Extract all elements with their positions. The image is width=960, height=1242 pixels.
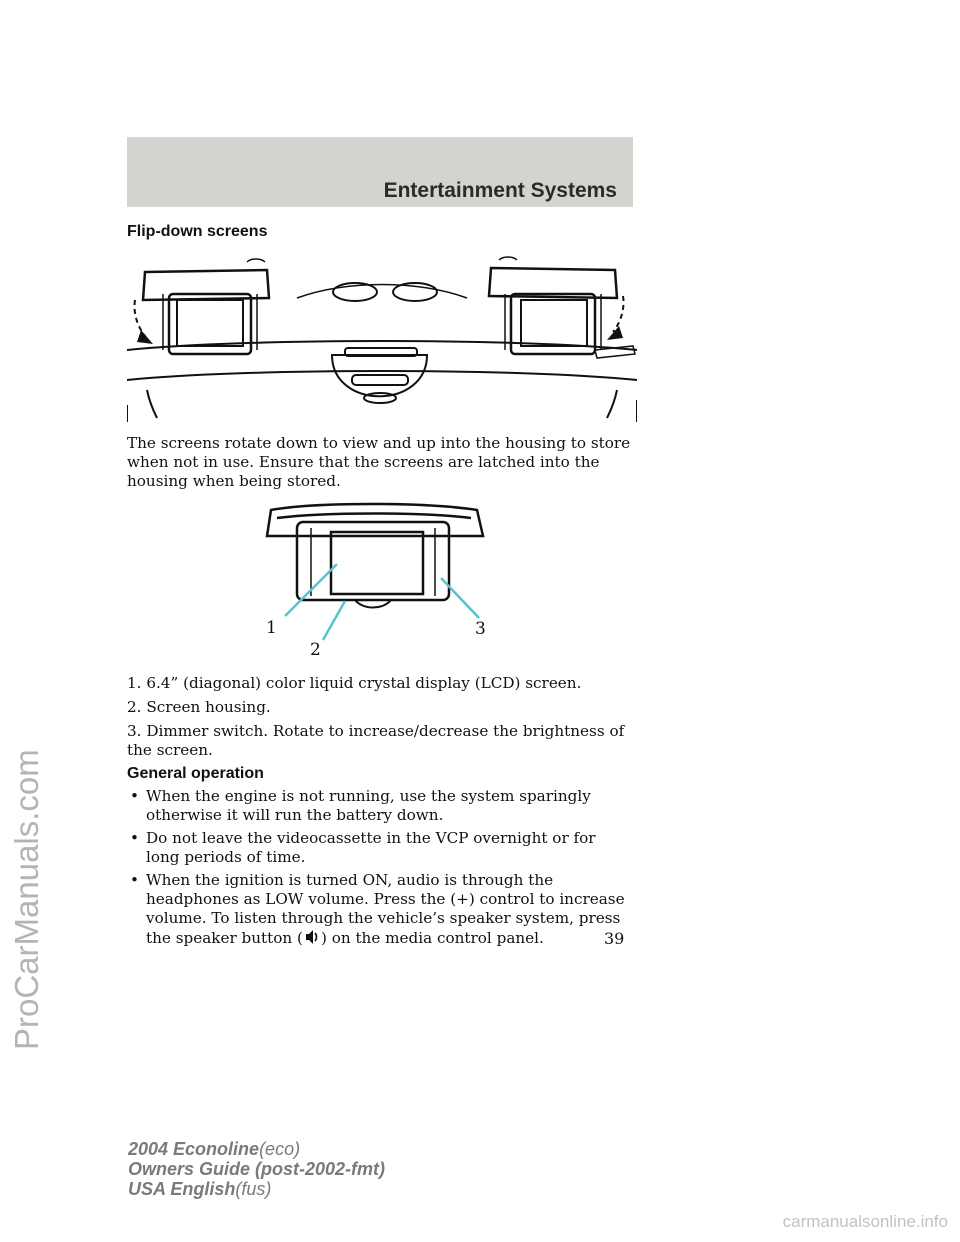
- bullet-2-text: Do not leave the videocassette in the VCP overnight or for long periods of time.: [146, 829, 596, 866]
- bullet-3-text-after: ) on the media control panel.: [320, 929, 544, 947]
- bullet-list: [127, 787, 633, 952]
- legend-item-1: 1. 6.4” (diagonal) color liquid crystal display (LCD) screen.: [127, 674, 582, 692]
- footer-model: 2004 Econoline: [128, 1139, 260, 1159]
- footer: [128, 1139, 385, 1199]
- footer-model-code: (eco): [259, 1139, 301, 1159]
- legend-item-3: 3. Dimmer switch. Rotate to increase/decrease the brightness of the screen.: [127, 722, 625, 759]
- list-item: [127, 787, 633, 825]
- footer-language: USA English: [128, 1179, 236, 1199]
- section-title: Entertainment Systems: [383, 179, 617, 202]
- header-band: [127, 137, 633, 207]
- footer-language-code: (fus): [235, 1179, 272, 1199]
- bullet-3-text-before: When the ignition is turned ON, audio is through the headphones as LOW volume. Press the (+) control to increase volume. To listen through the vehicle’s speaker system, press the speaker button (: [146, 871, 625, 947]
- footer-guide: Owners Guide (post-2002-fmt): [128, 1159, 386, 1179]
- bullet-1-text: When the engine is not running, use the system sparingly otherwise it will run the battery down.: [146, 787, 591, 824]
- figure-overhead-screens: [127, 250, 637, 422]
- legend-item-2: 2. Screen housing.: [127, 698, 271, 716]
- side-watermark: ProCarManuals.com: [8, 749, 45, 1050]
- callout-1: 1: [266, 618, 277, 638]
- bottom-watermark: carmanualsonline.info: [782, 1212, 948, 1231]
- heading-general-operation: General operation: [127, 765, 264, 782]
- paragraph-screens-rotate: The screens rotate down to view and up into the housing to store when not in use. Ensure that the screens are latched into the housing when being stored.: [127, 434, 631, 490]
- heading-flip-down-screens: Flip-down screens: [127, 223, 268, 240]
- callout-2: 2: [310, 640, 321, 660]
- list-item: [127, 829, 633, 867]
- list-item: [127, 871, 633, 948]
- figure-screen-callouts: [255, 500, 505, 660]
- speaker-icon: [305, 928, 319, 946]
- callout-3: 3: [475, 619, 486, 639]
- page-number: 39: [604, 929, 625, 948]
